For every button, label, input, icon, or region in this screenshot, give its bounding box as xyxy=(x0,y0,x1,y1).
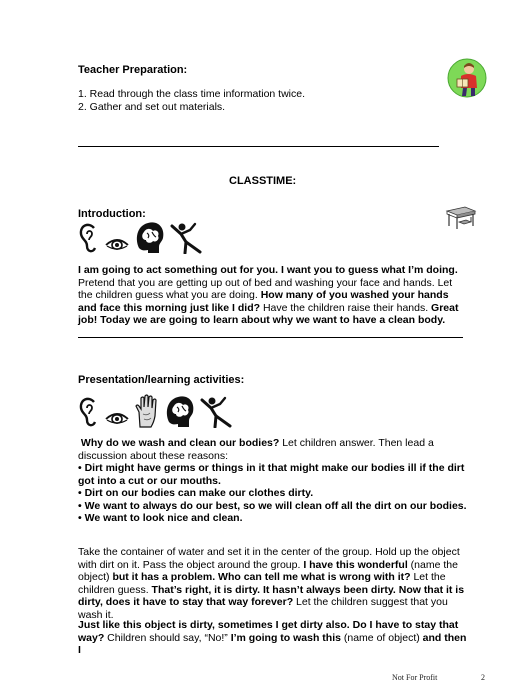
washing-bold-text: I’m going to wash this xyxy=(230,631,341,644)
page-number: 2 xyxy=(481,673,485,682)
reason-text: Dirt on our bodies can make our clothes dirty. xyxy=(84,487,314,499)
hand-icon xyxy=(134,394,160,428)
list-item: • We want to look nice and clean. xyxy=(78,512,243,524)
stretching-person-icon xyxy=(200,396,234,428)
discussion-question xyxy=(78,437,468,462)
activity-text: Let the children guess. xyxy=(78,571,446,596)
divider xyxy=(78,146,439,147)
list-item: 2. Gather and set out materials. xyxy=(78,100,226,113)
ear-icon xyxy=(78,222,100,254)
introduction-paragraph xyxy=(78,264,468,327)
reason-text: We want to always do our best, so we will clean off all the dirt on our bodies. xyxy=(84,499,467,512)
list-item: • We want to always do our best, so we will clean off all the dirt on our bodies. xyxy=(78,499,467,512)
intro-text: Have the children raise their hands. xyxy=(260,301,432,314)
activity-bold-text: but it has a problem. Who can tell me what is wrong with it? xyxy=(112,571,411,583)
washing-bold-text: Just like this object is dirty, sometimes I get dirty also. Do I have to stay that way? xyxy=(78,619,459,644)
washing-bold-text: and then I xyxy=(78,631,467,656)
list-item: • Dirt might have germs or things in it that might make our bodies ill if the dirt got into a cut or our mouths. xyxy=(78,462,465,487)
reason-text: Dirt might have germs or things in it that might make our bodies ill if the dirt got into a cut or our mouths. xyxy=(78,462,465,487)
footer-note: Not For Profit xyxy=(392,673,438,682)
activity-text: (name the object) xyxy=(78,558,458,583)
object-activity-paragraph xyxy=(78,546,468,621)
presentation-heading: Presentation/learning activities: xyxy=(78,374,245,386)
school-desk-icon xyxy=(444,202,478,230)
activity-text: Let the children suggest that you wash it. xyxy=(78,596,448,621)
classtime-heading: CLASSTIME: xyxy=(229,175,297,187)
activity-bold-text: That’s right, it is dirty. It hasn’t always been dirty. Now that it is dirty, does it have to stay that way forever? xyxy=(78,583,465,608)
introduction-heading: Introduction: xyxy=(78,208,146,220)
intro-bold-text: I am going to act something out for you. I want you to guess what I’m doing. xyxy=(78,264,458,276)
washing-text: Children should say, “No!” xyxy=(104,631,231,644)
teacher-reading-icon xyxy=(446,56,488,100)
divider xyxy=(78,337,463,338)
brain-head-icon xyxy=(134,220,166,254)
activity-bold-text: I have this wonderful xyxy=(303,558,408,571)
stretching-person-icon xyxy=(170,222,204,254)
washing-paragraph xyxy=(78,619,468,657)
reason-text: We want to look nice and clean. xyxy=(84,512,243,524)
list-item: 1. Read through the class time information twice. xyxy=(78,88,306,100)
question-text: Let children answer. Then lead a discussion about these reasons: xyxy=(78,437,434,462)
intro-learning-icons xyxy=(78,220,204,254)
eye-icon xyxy=(104,234,130,254)
presentation-learning-icons xyxy=(78,394,234,428)
teacher-prep-heading: Teacher Preparation: xyxy=(78,64,188,76)
intro-bold-text: Great job! Today we are going to learn about why we want to have a clean body. xyxy=(78,301,459,326)
intro-bold-text: How many of you washed your hands and face this morning just like I did? xyxy=(78,289,449,314)
question-bold-text: Why do we wash and clean our bodies? xyxy=(80,437,280,449)
activity-text: Take the container of water and set it in the center of the group. Hold up the object with dirt on it. Pass the object around the group. xyxy=(78,546,460,571)
eye-icon xyxy=(104,408,130,428)
ear-icon xyxy=(78,396,100,428)
washing-text: (name of object) xyxy=(340,631,423,644)
list-item: • Dirt on our bodies can make our clothes dirty. xyxy=(78,487,314,499)
brain-head-icon xyxy=(164,394,196,428)
reasons-list xyxy=(78,462,468,525)
intro-text: Pretend that you are getting up out of bed and washing your face and hands. Let the children guess what you are doing. xyxy=(78,276,453,301)
teacher-prep-list xyxy=(78,88,305,113)
